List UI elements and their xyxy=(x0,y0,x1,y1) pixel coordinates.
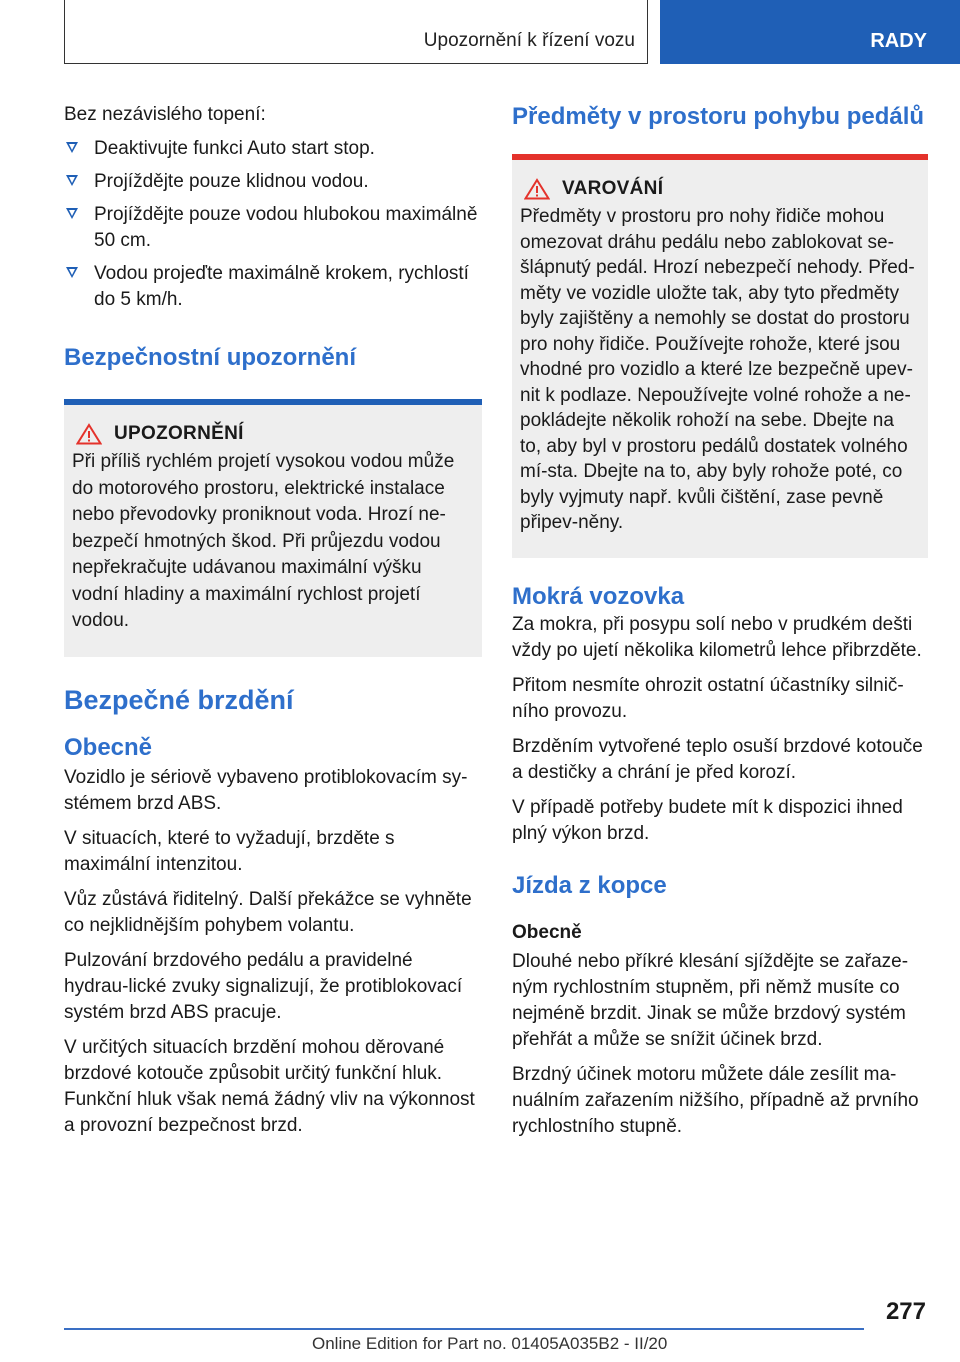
list-item: Projíždějte pouze klidnou vodou. xyxy=(64,169,482,195)
right-column xyxy=(512,102,928,1149)
general-heading: Obecně xyxy=(64,733,153,761)
notice-box xyxy=(64,399,482,657)
downhill-heading: Jízda z kopce xyxy=(512,871,667,899)
wet-road-heading: Mokrá vozovka xyxy=(512,582,685,610)
page-number: 277 xyxy=(885,1298,926,1325)
paragraph: V určitých situacích brzdění mohou děrované brzdové kotouče způsobit určitý funkční hluk. Funkční hluk však nemá žádný vliv na výkonnost a provozní bezpečnost brzd. xyxy=(64,1036,475,1136)
paragraph: Přitom nesmíte ohrozit ostatní účastníky silnič-ního provozu. xyxy=(512,674,904,722)
paragraph: Vozidlo je sériově vybaveno protiblokovacím sy-stémem brzd ABS. xyxy=(64,766,468,814)
warning-text: Předměty v prostoru pro nohy řidiče mohou omezovat dráhu pedálu nebo zablokovat se-šlápnutý pedál. Hrozí nebezpečí nehody. Před-měty ve vozidle uložte tak, aby tyto předměty byly zajištěny a nemohly se dostat do prostoru pro nohy řidiče. Používejte rohože, které jsou vhodné pro vozidlo a které lze bezpečně upev-nit k podlaze. Nepoužívejte volné rohože a ne-pokládejte několik rohoží na sebe. Dbejte na to, aby byl v prostoru pedálů dostatek volného mí-sta. Dbejte na to, aby byly rohože poté, co byly vyjmuty např. kvůli čištění, zase pevně připev-něny. xyxy=(520,206,915,533)
downhill-subheading: Obecně xyxy=(512,921,582,943)
list-item: Projíždějte pouze vodou hlubokou maximálně 50 cm. xyxy=(64,202,482,254)
left-column xyxy=(64,102,482,1148)
warning-box xyxy=(512,154,928,558)
paragraph: Brzdný účinek motoru můžete dále zesílit ma-nuálním zařazením nižšího, případně až prvního rychlostního stupně. xyxy=(512,1063,919,1137)
tab-label: RADY xyxy=(870,30,927,52)
notice-text: Při příliš rychlém projetí vysokou vodou může do motorového prostoru, elektrické instalace nebo převodovky proniknout voda. Hrozí ne-bezpečí hmotných škod. Při průjezdu vodou nepřekračujte udávanou maximální výšku vodní hladiny a maximální rychlost projetí vodou. xyxy=(72,451,455,631)
warning-triangle-icon xyxy=(524,178,550,200)
warning-triangle-icon xyxy=(76,423,102,445)
section-title: Upozornění k řízení vozu xyxy=(423,30,635,51)
intro-text: Bez nezávislého topení: xyxy=(64,104,266,125)
footer-edition: Online Edition for Part no. 01405A035B2 - II/20 xyxy=(312,1334,668,1353)
safety-heading: Bezpečnostní upozornění xyxy=(64,344,357,371)
braking-heading: Bezpečné brzdění xyxy=(64,684,294,715)
list-item: Vodou projeďte maximálně krokem, rychlostí do 5 km/h. xyxy=(64,261,482,313)
bullet-list xyxy=(64,136,482,313)
pedal-heading: Předměty v prostoru pohybu pedálů xyxy=(512,103,925,130)
paragraph: Pulzování brzdového pedálu a pravidelné hydrau-lické zvuky signalizují, že protiblokovací systém brzd ABS pracuje. xyxy=(64,949,463,1023)
header-section-box xyxy=(64,0,648,64)
warning-title: VAROVÁNÍ xyxy=(562,178,664,199)
paragraph: Brzděním vytvořené teplo osuší brzdové kotouče a destičky a chrání je před korozí. xyxy=(512,735,923,783)
paragraph: Za mokra, při posypu solí nebo v prudkém dešti vždy po ujetí několika kilometrů lehce přibrzděte. xyxy=(512,613,922,661)
footer-divider xyxy=(64,1328,864,1330)
paragraph: V situacích, které to vyžadují, brzděte s maximální intenzitou. xyxy=(64,827,395,875)
paragraph: Vůz zůstává řiditelný. Další překážce se vyhněte co nejklidnějším pohybem volantu. xyxy=(64,888,472,936)
paragraph: V případě potřeby budete mít k dispozici ihned plný výkon brzd. xyxy=(512,796,903,844)
list-item: Deaktivujte funkci Auto start stop. xyxy=(64,136,482,162)
header-tab[interactable] xyxy=(660,0,960,64)
notice-title: UPOZORNĚNÍ xyxy=(114,423,244,444)
paragraph: Dlouhé nebo příkré klesání sjíždějte se zařaze-ným rychlostním stupněm, při němž musíte co nejméně brzdit. Jinak se může brzdový systém přehřát a může se snížit účinek brzd. xyxy=(512,950,909,1050)
